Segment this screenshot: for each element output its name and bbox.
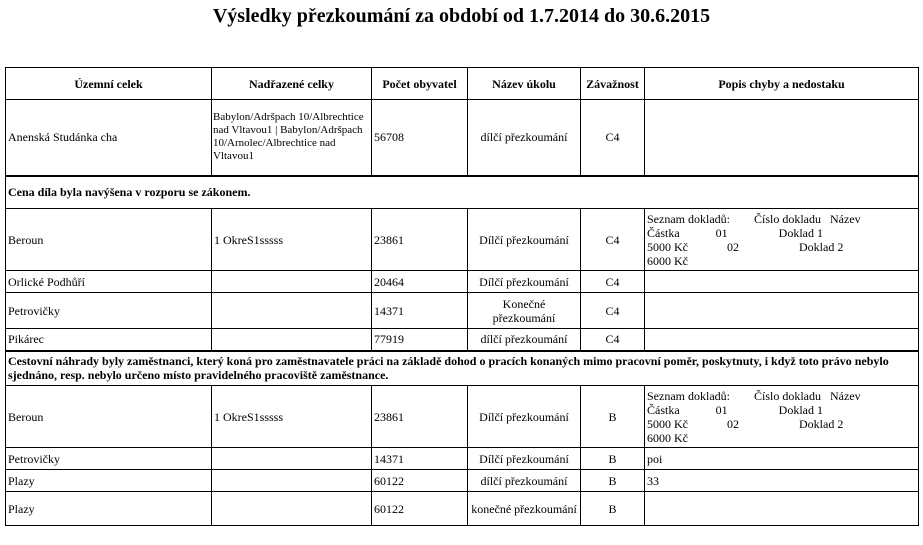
- cell-unit: Petrovičky: [6, 448, 212, 470]
- cell-parent: 1 OkreS1sssss: [212, 209, 372, 271]
- results-table: [5, 67, 919, 526]
- cell-description: Seznam dokladů: Číslo dokladu Název Částka 01 Doklad 1 5000 Kč 02 Doklad 2 6000 Kč: [645, 386, 919, 448]
- cell-parent: [212, 492, 372, 526]
- cell-task: dílčí přezkoumání: [468, 470, 581, 492]
- table-row: [6, 448, 919, 470]
- table-row: [6, 492, 919, 526]
- cell-population: 14371: [372, 448, 468, 470]
- cell-task: konečné přezkoumání: [468, 492, 581, 526]
- cell-description: [645, 271, 919, 293]
- col-header-territorial-unit: Územní celek: [6, 68, 212, 100]
- cell-population: 23861: [372, 386, 468, 448]
- cell-population: 60122: [372, 492, 468, 526]
- cell-description: 33: [645, 470, 919, 492]
- cell-unit: Beroun: [6, 386, 212, 448]
- cell-description: [645, 492, 919, 526]
- cell-unit: Petrovičky: [6, 293, 212, 329]
- section-text: Cena díla byla navýšena v rozporu se zákonem.: [6, 176, 919, 209]
- cell-severity: B: [581, 448, 645, 470]
- table-row: [6, 209, 919, 271]
- cell-parent: 1 OkreS1sssss: [212, 386, 372, 448]
- cell-population: 20464: [372, 271, 468, 293]
- cell-severity: B: [581, 470, 645, 492]
- col-header-description: Popis chyby a nedostaku: [645, 68, 919, 100]
- cell-parent: Babylon/Adršpach 10/Albrechtice nad Vltavou1 | Babylon/Adršpach 10/Arnolec/Albrechtice nad Vltavou1: [212, 100, 372, 176]
- cell-unit: Beroun: [6, 209, 212, 271]
- section-row: [6, 351, 919, 386]
- cell-unit: Pikárec: [6, 329, 212, 351]
- section-text: Cestovní náhrady byly zaměstnanci, který koná pro zaměstnavatele práci na základě dohod o pracích konaných mimo pracovní poměr, poskytnuty, i když toto právo nebylo sjednáno, resp. nebylo určeno místo pravidelného pracoviště zaměstnance.: [6, 351, 919, 386]
- cell-description: [645, 329, 919, 351]
- cell-severity: C4: [581, 329, 645, 351]
- page-title: Výsledky přezkoumání za období od 1.7.2014 do 30.6.2015: [212, 5, 711, 27]
- cell-population: 23861: [372, 209, 468, 271]
- cell-severity: C4: [581, 293, 645, 329]
- cell-unit: Plazy: [6, 470, 212, 492]
- cell-severity: C4: [581, 209, 645, 271]
- cell-description: Seznam dokladů: Číslo dokladu Název Částka 01 Doklad 1 5000 Kč 02 Doklad 2 6000 Kč: [645, 209, 919, 271]
- cell-population: 56708: [372, 100, 468, 176]
- table-row: [6, 329, 919, 351]
- cell-task: Dílčí přezkoumání: [468, 271, 581, 293]
- table-row: [6, 470, 919, 492]
- cell-description: [645, 293, 919, 329]
- col-header-severity: Závažnost: [581, 68, 645, 100]
- cell-task: Dílčí přezkoumání: [468, 386, 581, 448]
- col-header-task-name: Název úkolu: [468, 68, 581, 100]
- cell-severity: B: [581, 492, 645, 526]
- col-header-population: Počet obyvatel: [372, 68, 468, 100]
- cell-task: dílčí přezkoumání: [468, 329, 581, 351]
- cell-parent: [212, 293, 372, 329]
- cell-description: [645, 100, 919, 176]
- cell-severity: B: [581, 386, 645, 448]
- table-row: [6, 293, 919, 329]
- cell-severity: C4: [581, 271, 645, 293]
- cell-unit: Plazy: [6, 492, 212, 526]
- cell-parent: [212, 329, 372, 351]
- cell-unit: Anenská Studánka cha: [6, 100, 212, 176]
- section-row: [6, 176, 919, 209]
- cell-task: dílčí přezkoumání: [468, 100, 581, 176]
- cell-task: Konečné přezkoumání: [468, 293, 581, 329]
- cell-task: Dílčí přezkoumání: [468, 209, 581, 271]
- cell-parent: [212, 448, 372, 470]
- cell-population: 77919: [372, 329, 468, 351]
- cell-population: 60122: [372, 470, 468, 492]
- table-row: [6, 100, 919, 176]
- cell-description: poi: [645, 448, 919, 470]
- cell-population: 14371: [372, 293, 468, 329]
- table-row: [6, 386, 919, 448]
- table-header-row: [6, 68, 919, 100]
- cell-parent: [212, 271, 372, 293]
- col-header-parent-units: Nadřazené celky: [212, 68, 372, 100]
- table-row: [6, 271, 919, 293]
- cell-parent: [212, 470, 372, 492]
- cell-task: Dílčí přezkoumání: [468, 448, 581, 470]
- cell-severity: C4: [581, 100, 645, 176]
- cell-unit: Orlické Podhůří: [6, 271, 212, 293]
